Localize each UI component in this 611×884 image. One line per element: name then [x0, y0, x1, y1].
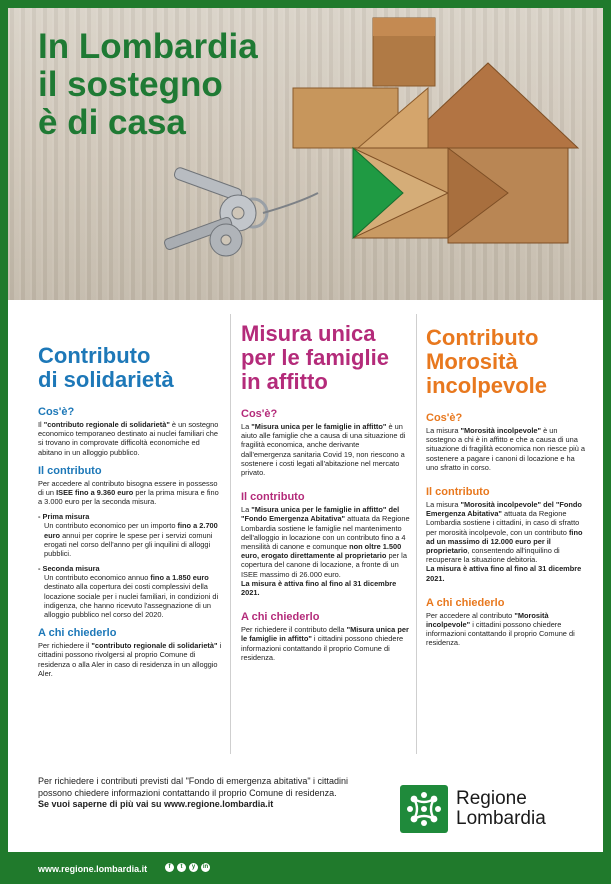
- youtube-icon[interactable]: y: [189, 863, 198, 872]
- footer-website-link[interactable]: Se vuoi saperne di più vai su www.regione.lombardia.it: [38, 799, 274, 809]
- column-title-line: Morosità: [426, 349, 518, 374]
- measure-title: - Seconda misura: [38, 564, 100, 574]
- section-heading: Il contributo: [38, 464, 102, 477]
- website-link[interactable]: www.regione.lombardia.it: [38, 864, 148, 874]
- column-divider: [230, 314, 231, 754]
- content-panel: [8, 300, 603, 852]
- logo-text-line: Regione: [456, 788, 527, 809]
- logo-text: [456, 789, 546, 829]
- section-heading: Cos'è?: [426, 412, 463, 424]
- column-title-line: in affitto: [241, 369, 328, 394]
- regione-lombardia-logo: [400, 785, 580, 837]
- keys-icon: [163, 166, 318, 256]
- section-text: La misura "Morosità incolpevole" del "Fondo Emergenza Abitativa" attuata da Regione Lombardia sostiene i cittadini, in caso di sfratto per morosità incolpevole, con un contributo fino ad un massimo di 12.000 euro per il proprietario, consentendo all'inquilino di recuperare la situazione debitoria. La misura è attiva fino al fino al 31 dicembre 2021.: [426, 500, 583, 583]
- section-text: La "Misura unica per le famiglie in affitto" è un aiuto alle famiglie che a causa di una situazione di fragilità economica, anche derivante dall'emergenza sanitaria Covid 19, non riescono a sostenere i costi legati all'abitazione nel mercato privato.: [241, 422, 406, 478]
- linkedin-icon[interactable]: in: [202, 864, 209, 870]
- section-text: Per richiedere il "contributo regionale di solidarietà" i cittadini possono rivolgersi al proprio Comune di residenza o alla Aler in caso di residenza in un alloggio Aler.: [38, 641, 222, 678]
- hero-title-line: è di casa: [38, 103, 186, 142]
- section-text: La misura "Morosità incolpevole" è un sostegno a chi è in affitto e che a causa di una situazione di fragilità economica non riesce più a sostenere a pagare i canoni di locazione e ha uno sfratto in corso.: [426, 426, 585, 472]
- column-title-line: incolpevole: [426, 373, 548, 398]
- section-text: Per accedere al contributo "Morosità incolpevole" i cittadini possono chiedere informazioni contattando il proprio Comune di residenza.: [426, 610, 575, 648]
- column-contributo-solidarieta: [38, 344, 223, 678]
- section-heading: Il contributo: [241, 491, 305, 504]
- column-title-line: Contributo: [426, 325, 539, 350]
- column-title-line: Misura unica: [241, 321, 376, 346]
- section-heading: A chi chiederlo: [426, 596, 505, 609]
- social-icons: [165, 863, 210, 872]
- section-heading: A chi chiederlo: [38, 627, 117, 640]
- section-text: Per accedere al contributo bisogna essere in possesso di un ISEE fino a 9.360 euro per la prima misura e fino a 3.000 euro per la seconda misura.: [38, 478, 219, 507]
- logo-text-line: Lombardia: [456, 808, 546, 829]
- facebook-icon[interactable]: f: [165, 863, 174, 872]
- section-heading: Cos'è?: [241, 408, 278, 420]
- measure-text: Un contributo economico annuo fino a 1.850 euro destinato alla copertura dei costi complessivi della locazione sociale per i nuclei familiari, in condizioni di indigenza, che hanno ricevuto l'assegnazione di un alloggio pubblico nel corso del 2020.: [44, 573, 219, 620]
- section-heading: Cos'è?: [38, 406, 75, 418]
- section-heading: A chi chiederlo: [241, 611, 320, 624]
- twitter-icon[interactable]: t: [177, 863, 186, 872]
- section-heading: Il contributo: [426, 486, 490, 499]
- column-misura-unica: [241, 322, 411, 662]
- rosa-camuna-icon: [400, 785, 448, 833]
- footer-note-text: Per richiedere i contributi previsti dal "Fondo di emergenza abitativa" i cittadini possono chiedere informazioni contattando il proprio Comune di residenza.: [38, 776, 349, 798]
- column-title-line: Contributo: [38, 343, 151, 368]
- column-morosita-incolpevole: [426, 326, 586, 648]
- measure-title: - Prima misura: [38, 512, 90, 522]
- hero-title: [38, 28, 258, 142]
- measure-text: Un contributo economico per un importo fino a 2.700 euro annui per coprire le spese per i servizi comuni erogati nel corso dell'anno per gli inquilini di alloggi pubblici.: [44, 521, 218, 559]
- column-divider: [416, 314, 417, 754]
- footer-note: [38, 776, 358, 811]
- column-title-line: di solidarietà: [38, 367, 174, 392]
- column-title: [38, 344, 223, 392]
- column-title-line: per le famiglie: [241, 345, 389, 370]
- bottom-bar: [0, 852, 611, 884]
- hero-title-line: In Lombardia: [38, 27, 258, 66]
- column-title: [426, 326, 586, 398]
- section-text: Per richiedere il contributo della "Misura unica per le famiglie in affitto" i cittadini possono chiedere informazioni contattando il proprio Comune di residenza.: [241, 625, 409, 662]
- section-text: La "Misura unica per le famiglie in affitto" del "Fondo Emergenza Abitativa" attuata da Regione Lombardia sostiene le famiglie nel mantenimento dell'alloggio in locazione con un contributo fino a 4 mensilità di canone e comunque non oltre 1.500 euro, erogato direttamente al proprietario per la copertura del canone di locazione, a fronte di un ISEE massimo di 26.000 euro. La misura è attiva fino al fino al 31 dicembre 2021.: [241, 505, 410, 598]
- section-text: Il "contributo regionale di solidarietà" è un sostegno economico temporaneo destinato ai nuclei familiari che si trovano in comprovate difficoltà economiche ed abitano in un alloggio pubblico.: [38, 420, 219, 457]
- column-title: [241, 322, 411, 394]
- hero-image: [8, 8, 603, 300]
- hero-title-line: il sostegno: [38, 65, 223, 104]
